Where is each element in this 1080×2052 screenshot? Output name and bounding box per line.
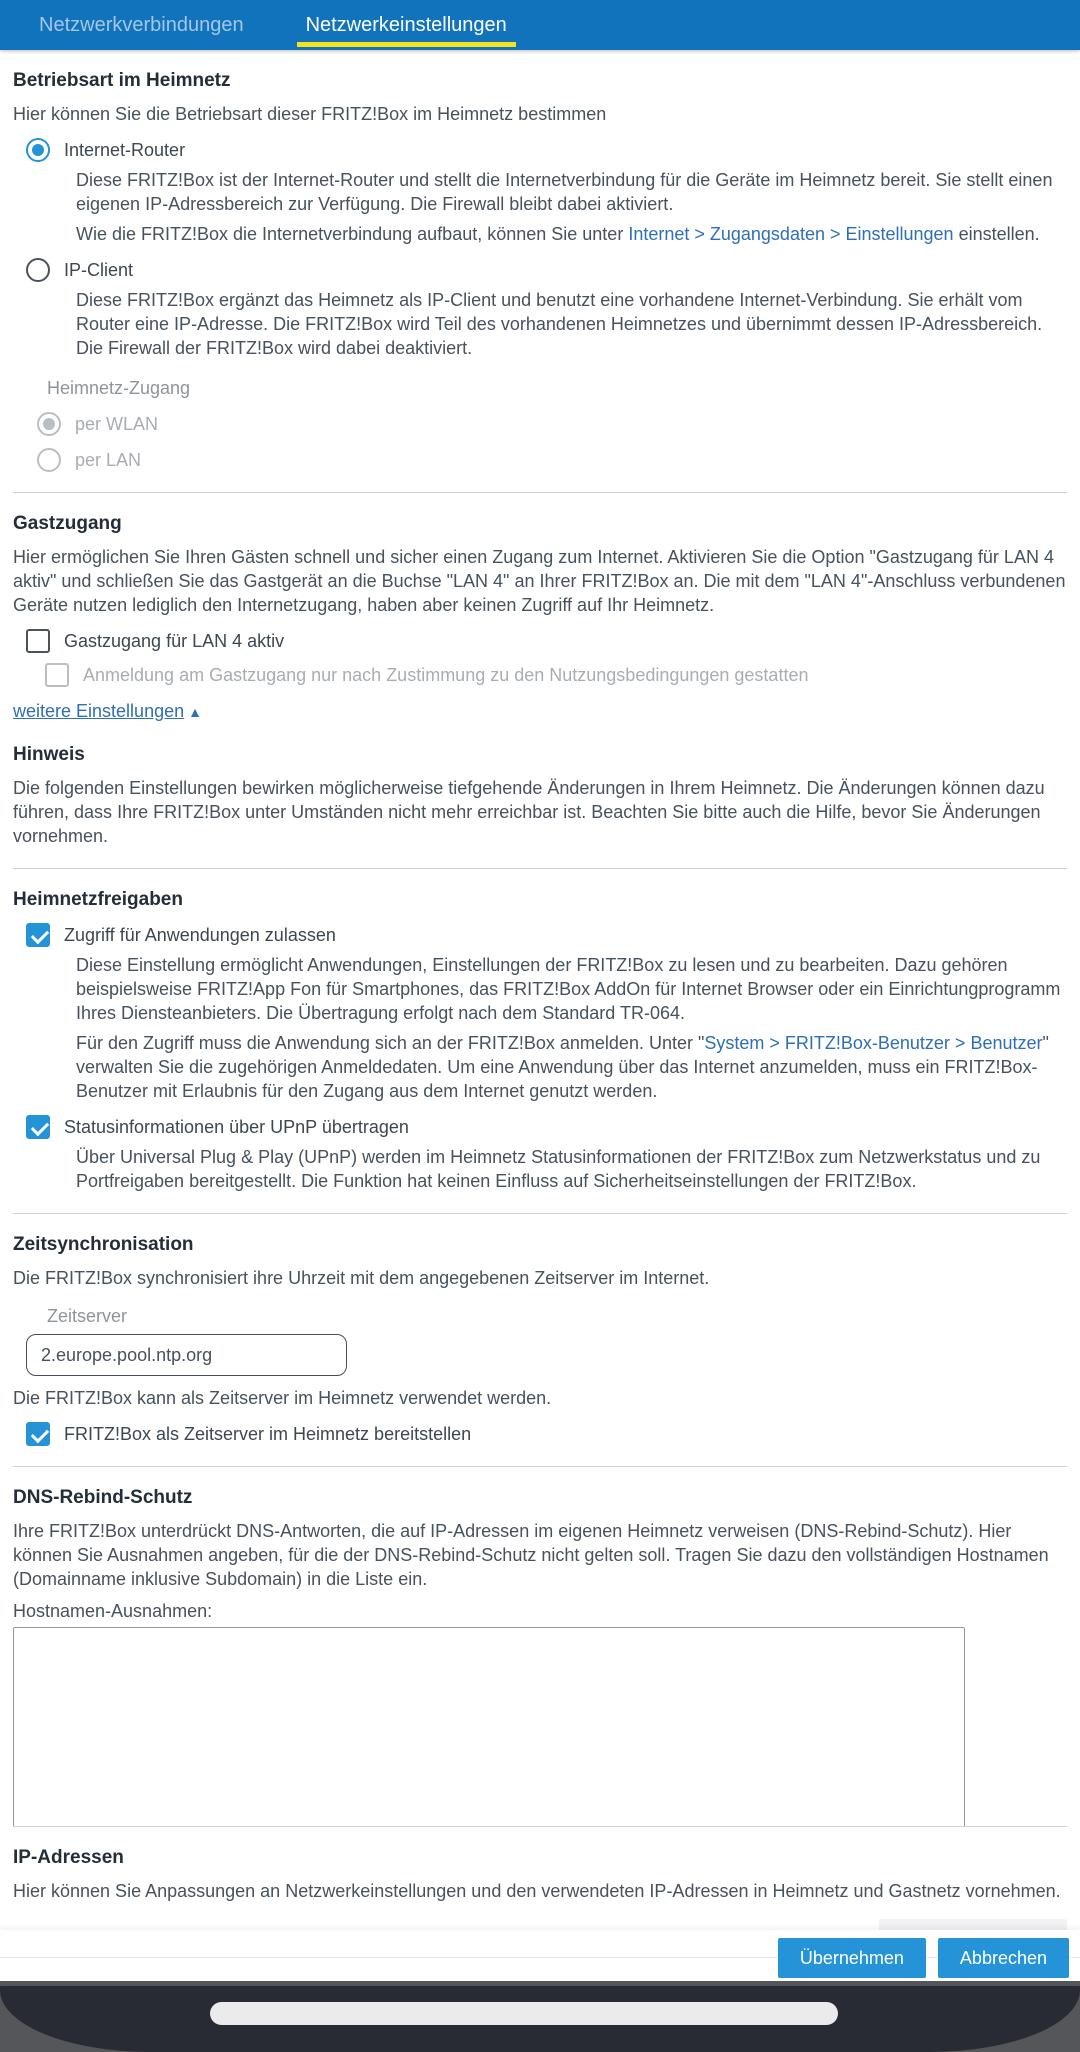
checkbox-label: Gastzugang für LAN 4 aktiv — [64, 631, 285, 651]
checkbox-upnp-status[interactable] — [13, 1115, 1067, 1139]
settings-content — [0, 70, 1080, 1859]
radio-icon — [37, 412, 61, 436]
section-title-dns-rebind: DNS-Rebind-Schutz — [13, 1487, 193, 1508]
abbrechen-button[interactable]: Abbrechen — [938, 1938, 1069, 1978]
hostnamen-ausnahmen-label: Hostnamen-Ausnahmen: — [13, 1601, 213, 1621]
zeitsync-note: Die FRITZ!Box kann als Zeitserver im Heimnetz verwendet werden. — [13, 1388, 552, 1408]
gesture-handle[interactable] — [210, 2002, 838, 2025]
radio-internet-router[interactable] — [13, 138, 1067, 162]
radio-icon — [26, 138, 50, 162]
desc-text: " verwalten Sie die zugehörigen Anmeldedaten. Um eine Anwendung über das Internet anzumelden, muss ein FRITZ!Box-Benutzer mit Erlaubnis für den Zugang aus dem Internet genutzt werden. — [76, 1033, 1049, 1101]
radio-ip-client[interactable] — [13, 258, 1067, 282]
desc-text: Für den Zugriff muss die Anwendung sich an der FRITZ!Box anmelden. Unter " — [76, 1033, 705, 1053]
action-footer — [0, 1930, 1080, 1986]
hinweis-text: Die folgenden Einstellungen bewirken möglicherweise tiefgehende Änderungen in Ihrem Heimnetz. Die Änderungen können dazu führen, dass Ihre FRITZ!Box unter Umständen nicht mehr erreichbar ist. Beachten Sie bitte auch die Hilfe, bevor Sie Änderungen vornehmen. — [13, 778, 1045, 846]
dns-intro: Ihre FRITZ!Box unterdrückt DNS-Antworten, die auf IP-Adressen im eigenen Heimnetz verweisen (DNS-Rebind-Schutz). Hier können Sie Ausnahmen angeben, für die der DNS-Rebind-Schutz nicht gelten soll. Tragen Sie dazu den vollständigen Hostnamen (Domainname inklusive Subdomain) in die Liste ein. — [13, 1521, 1049, 1589]
checkbox-zugriff-anwendungen[interactable] — [13, 923, 1067, 947]
radio-label: per WLAN — [75, 414, 159, 434]
heimnetz-zugang-label: Heimnetz-Zugang — [47, 378, 191, 398]
tab-bar — [0, 0, 1080, 50]
checkbox-icon — [45, 663, 69, 687]
uebernehmen-button[interactable]: Übernehmen — [778, 1938, 926, 1978]
tab-label: Netzwerkverbindungen — [39, 13, 244, 36]
android-navigation-bar — [0, 1986, 1080, 2052]
section-title-ip-adressen: IP-Adressen — [13, 1847, 124, 1868]
section-divider — [13, 492, 1067, 493]
link-text: weitere Einstellungen — [13, 701, 185, 721]
section-title-heimnetzfreigaben: Heimnetzfreigaben — [13, 889, 183, 910]
section-divider — [13, 1826, 1067, 1827]
link-internet-zugangsdaten[interactable]: Internet > Zugangsdaten > Einstellungen — [628, 224, 954, 244]
checkbox-label: Anmeldung am Gastzugang nur nach Zustimmung zu den Nutzungsbedingungen gestatten — [83, 665, 809, 685]
ip-client-description: Diese FRITZ!Box ergänzt das Heimnetz als IP-Client und benutzt eine vorhandene Internet-Verbindung. Sie erhält vom Router eine IP-Adresse. Die FRITZ!Box wird Teil des vorhandenen Heimnetzes und übernimmt dessen IP-Adressbereich. Die Firewall der FRITZ!Box wird dabei deaktiviert. — [76, 290, 1043, 358]
betriebsart-intro: Hier können Sie die Betriebsart dieser FRITZ!Box im Heimnetz bestimmen — [13, 104, 607, 124]
radio-label: per LAN — [75, 450, 142, 470]
radio-label: IP-Client — [64, 260, 134, 280]
section-divider — [13, 868, 1067, 869]
section-title-betriebsart: Betriebsart im Heimnetz — [13, 70, 231, 91]
zeitserver-label: Zeitserver — [47, 1306, 128, 1326]
section-title-gastzugang: Gastzugang — [13, 513, 122, 534]
note-text: einstellen. — [953, 224, 1040, 244]
link-weitere-einstellungen[interactable] — [13, 699, 202, 724]
internet-router-description: Diese FRITZ!Box ist der Internet-Router und stellt die Internetverbindung für die Geräte im Heimnetz bereit. Sie stellt einen eigenen IP-Adressbereich zur Verfügung. Die Firewall bleibt dabei aktiviert. — [76, 170, 1053, 214]
hostnamen-ausnahmen-textarea[interactable] — [13, 1627, 965, 1859]
collapse-arrow-icon: ▲ — [188, 704, 202, 720]
section-title-zeitsynchronisation: Zeitsynchronisation — [13, 1234, 194, 1255]
checkbox-icon — [26, 1422, 50, 1446]
radio-per-lan — [13, 448, 1067, 472]
gastzugang-intro: Hier ermöglichen Sie Ihren Gästen schnell und sicher einen Zugang zum Internet. Aktivieren Sie die Option "Gastzugang für LAN 4 aktiv" und schließen Sie das Gastgerät an die Buchse "LAN 4" an Ihrer FRITZ!Box an. Die mit dem "LAN 4"-Anschluss verbundenen Geräte nutzen lediglich den Internetzugang, haben aber keinen Zugriff auf Ihr Heimnetz. — [13, 547, 1066, 615]
internet-router-note — [13, 222, 1067, 246]
link-fritzbox-benutzer[interactable]: System > FRITZ!Box-Benutzer > Benutzer — [704, 1033, 1043, 1053]
radio-label: Internet-Router — [64, 140, 186, 160]
tab-netzwerkeinstellungen[interactable] — [306, 0, 507, 50]
checkbox-gastzugang-lan4[interactable] — [13, 629, 1067, 653]
checkbox-gastzugang-consent — [13, 663, 1067, 687]
checkbox-label: Statusinformationen über UPnP übertragen — [64, 1117, 409, 1137]
zeitserver-input[interactable] — [26, 1334, 347, 1376]
section-divider — [13, 1466, 1067, 1467]
heimnetz-zugang-group — [13, 412, 1067, 472]
checkbox-label: FRITZ!Box als Zeitserver im Heimnetz bereitstellen — [64, 1424, 472, 1444]
upnp-description: Über Universal Plug & Play (UPnP) werden im Heimnetz Statusinformationen der FRITZ!Box zum Netzwerkstatus und zu Portfreigaben bereitgestellt. Die Funktion hat keinen Einfluss auf Sicherheitseinstellungen der FRITZ!Box. — [76, 1147, 1041, 1191]
section-title-hinweis: Hinweis — [13, 744, 85, 765]
section-divider — [13, 1213, 1067, 1214]
tab-netzwerkverbindungen[interactable] — [39, 0, 244, 50]
checkbox-icon — [26, 629, 50, 653]
active-tab-underline — [297, 42, 516, 47]
radio-icon — [26, 258, 50, 282]
zeitsync-intro: Die FRITZ!Box synchronisiert ihre Uhrzeit mit dem angegebenen Zeitserver im Internet. — [13, 1268, 710, 1288]
checkbox-label: Zugriff für Anwendungen zulassen — [64, 925, 336, 945]
checkbox-icon — [26, 1115, 50, 1139]
radio-per-wlan — [13, 412, 1067, 436]
checkbox-zeitserver-bereitstellen[interactable] — [13, 1422, 1067, 1446]
note-text: Wie die FRITZ!Box die Internetverbindung aufbaut, können Sie unter — [76, 224, 629, 244]
apps-access-description-2 — [13, 1031, 1067, 1103]
radio-icon — [37, 448, 61, 472]
checkbox-icon — [26, 923, 50, 947]
tab-label: Netzwerkeinstellungen — [305, 13, 507, 36]
ip-adressen-intro: Hier können Sie Anpassungen an Netzwerkeinstellungen und den verwendeten IP-Adressen in Heimnetz und Gastnetz vornehmen. — [13, 1881, 1061, 1901]
apps-access-description-1: Diese Einstellung ermöglicht Anwendungen, Einstellungen der FRITZ!Box zu lesen und zu bearbeiten. Dazu gehören beispielsweise FRITZ!App Fon für Smartphones, das FRITZ!Box AddOn für Internet Browser oder ein Einrichtungprogramm Ihres Diensteanbieters. Die Übertragung erfolgt nach dem Standard TR-064. — [76, 955, 1061, 1023]
